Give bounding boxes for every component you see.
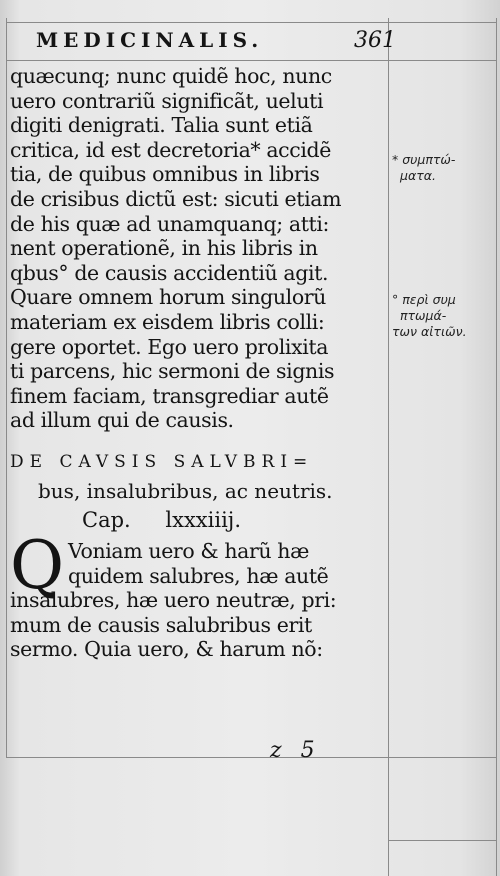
marginal-note-2 bbox=[392, 292, 496, 340]
text-line: ti parcens, hic sermoni de signis bbox=[10, 359, 335, 384]
margin-rule-right bbox=[496, 18, 497, 876]
text-line: gere oportet. Ego uero prolixita bbox=[10, 334, 329, 359]
text-line: mum de causis salubribus erit bbox=[10, 612, 312, 637]
rule-top bbox=[6, 22, 496, 23]
margin-rule-text bbox=[388, 18, 389, 876]
text-line: nent operationẽ, in his libris in bbox=[10, 236, 318, 261]
rule-bottom bbox=[6, 757, 496, 758]
chapter-word: Cap. bbox=[82, 507, 131, 532]
text-line: de crisibus dictũ est: sicuti etiam bbox=[10, 186, 342, 211]
chapter-paragraph bbox=[10, 526, 388, 662]
text-line: tia, de quibus omnibus in libris bbox=[10, 162, 320, 187]
marginal-line: ματα. bbox=[400, 168, 436, 183]
running-title: MEDICINALIS. bbox=[36, 28, 264, 52]
section-heading-continued: bus, insalubribus, ac neutris. bbox=[38, 478, 333, 503]
marginal-line: ° περὶ συμ bbox=[392, 292, 456, 307]
chapter-number: lxxxiiij. bbox=[165, 507, 241, 532]
marginal-line: * συμπτώ- bbox=[392, 152, 456, 167]
text-line: quæcunq; nunc quidẽ hoc, nunc bbox=[10, 64, 332, 88]
text-line: Voniam uero & harũ hæ bbox=[68, 538, 309, 563]
marginal-line: των αἰτιῶν. bbox=[392, 324, 467, 339]
text-line: insalubres, hæ uero neutræ, pri: bbox=[10, 588, 337, 613]
text-line: sermo. Quia uero, & harum nõ: bbox=[10, 637, 323, 662]
text-line: Quare omnem horum singulorũ bbox=[10, 285, 326, 310]
section-heading: DE CAVSIS SALVBRI= bbox=[10, 451, 314, 472]
page-header bbox=[36, 28, 396, 58]
marginal-note-1 bbox=[392, 152, 496, 184]
text-line: ad illum qui de causis. bbox=[10, 408, 234, 433]
text-line: critica, id est decretoria* accidẽ bbox=[10, 137, 331, 162]
rule-margin-lower bbox=[388, 840, 496, 841]
page-number: 361 bbox=[354, 28, 396, 53]
text-line: uero contrariũ significãt, ueluti bbox=[10, 88, 324, 113]
margin-rule-left bbox=[6, 18, 7, 758]
text-line: de his quæ ad unamquanq; atti: bbox=[10, 211, 330, 236]
text-line: digiti denigrati. Talia sunt etiã bbox=[10, 113, 313, 138]
text-line: qbus° de causis accidentiũ agit. bbox=[10, 260, 329, 285]
rule-header bbox=[6, 60, 496, 61]
marginal-line: πτωμά- bbox=[400, 308, 447, 323]
drop-cap: Q bbox=[10, 526, 65, 604]
chapter-label bbox=[10, 505, 388, 535]
text-line: finem faciam, transgrediar autẽ bbox=[10, 383, 329, 408]
main-text bbox=[10, 64, 388, 662]
catchword-signature: z 5 bbox=[270, 738, 321, 763]
text-line: quidem salubres, hæ autẽ bbox=[68, 563, 329, 588]
text-line: materiam ex eisdem libris colli: bbox=[10, 309, 325, 334]
